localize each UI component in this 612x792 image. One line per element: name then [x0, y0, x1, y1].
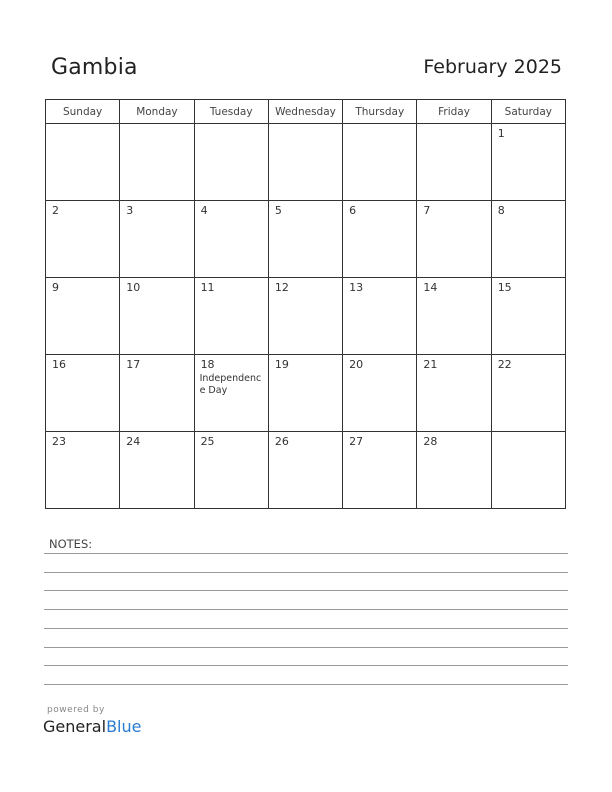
note-line — [44, 572, 568, 573]
week-row — [46, 432, 566, 509]
week-row — [46, 201, 566, 278]
day-number: 8 — [497, 204, 505, 217]
note-line — [44, 628, 568, 629]
day-number: 16 — [52, 358, 66, 371]
week-row — [46, 355, 566, 432]
day-cell — [120, 124, 194, 201]
week-row — [46, 278, 566, 355]
week-row — [46, 124, 566, 201]
day-cell — [343, 124, 417, 201]
day-cell — [194, 432, 268, 509]
day-cell — [491, 278, 565, 355]
day-cell — [120, 278, 194, 355]
day-cell — [268, 201, 342, 278]
weekday-header: Saturday — [491, 100, 565, 124]
holiday-label: Independence Day — [199, 373, 262, 396]
day-cell — [46, 278, 120, 355]
day-number: 22 — [497, 358, 512, 371]
day-number: 6 — [349, 204, 357, 217]
weekday-header: Tuesday — [194, 100, 268, 124]
day-number: 5 — [274, 204, 282, 217]
calendar-grid — [45, 99, 566, 509]
day-number: 18 — [200, 358, 215, 371]
day-number: 20 — [349, 358, 364, 371]
day-number: 25 — [200, 435, 215, 448]
note-line — [44, 684, 568, 685]
day-number: 23 — [52, 435, 66, 448]
day-number: 1 — [497, 127, 505, 140]
day-cell — [46, 432, 120, 509]
day-cell — [417, 432, 491, 509]
day-cell — [120, 201, 194, 278]
brand-general: General — [43, 717, 107, 736]
notes-label: NOTES: — [49, 537, 93, 551]
day-number: 19 — [274, 358, 289, 371]
note-line — [44, 553, 568, 554]
day-number: 10 — [126, 281, 141, 294]
day-number: 7 — [423, 204, 431, 217]
day-cell — [46, 201, 120, 278]
day-cell — [120, 432, 194, 509]
day-number: 15 — [497, 281, 512, 294]
day-number: 17 — [126, 358, 141, 371]
day-cell — [194, 278, 268, 355]
day-cell — [268, 124, 342, 201]
brand-logo — [43, 717, 141, 736]
day-number: 13 — [349, 281, 364, 294]
day-number: 27 — [349, 435, 364, 448]
day-cell — [268, 278, 342, 355]
day-number: 12 — [274, 281, 289, 294]
note-line — [44, 647, 568, 648]
day-number: 14 — [423, 281, 438, 294]
day-cell — [417, 201, 491, 278]
day-cell — [417, 278, 491, 355]
day-cell — [268, 432, 342, 509]
day-cell — [268, 355, 342, 432]
note-line — [44, 665, 568, 666]
weekday-header: Friday — [417, 100, 491, 124]
day-cell — [491, 201, 565, 278]
month-title: February 2025 — [423, 56, 562, 78]
day-cell — [417, 124, 491, 201]
weekday-header: Monday — [120, 100, 194, 124]
weekday-header: Thursday — [343, 100, 417, 124]
day-number: 4 — [200, 204, 208, 217]
day-cell — [343, 278, 417, 355]
day-cell — [194, 355, 268, 432]
weekday-header-row — [46, 100, 566, 124]
brand-blue: Blue — [106, 717, 142, 736]
day-number: 9 — [52, 281, 59, 294]
day-cell — [343, 355, 417, 432]
note-line — [44, 590, 568, 591]
day-number: 11 — [200, 281, 215, 294]
country-title: Gambia — [51, 55, 138, 80]
day-cell — [417, 355, 491, 432]
weekday-header: Sunday — [46, 100, 120, 124]
day-cell — [491, 432, 565, 509]
day-cell — [343, 201, 417, 278]
note-line — [44, 609, 568, 610]
weekday-header: Wednesday — [268, 100, 342, 124]
day-number: 21 — [423, 358, 438, 371]
day-number: 3 — [126, 204, 134, 217]
day-cell — [120, 355, 194, 432]
day-number: 24 — [126, 435, 141, 448]
day-cell — [491, 124, 565, 201]
day-cell — [491, 355, 565, 432]
day-number: 26 — [274, 435, 289, 448]
day-cell — [46, 124, 120, 201]
day-cell — [46, 355, 120, 432]
day-cell — [194, 124, 268, 201]
powered-by-text: powered by — [47, 705, 105, 715]
day-number: 28 — [423, 435, 438, 448]
day-number: 2 — [52, 204, 59, 217]
day-cell — [343, 432, 417, 509]
day-cell — [194, 201, 268, 278]
